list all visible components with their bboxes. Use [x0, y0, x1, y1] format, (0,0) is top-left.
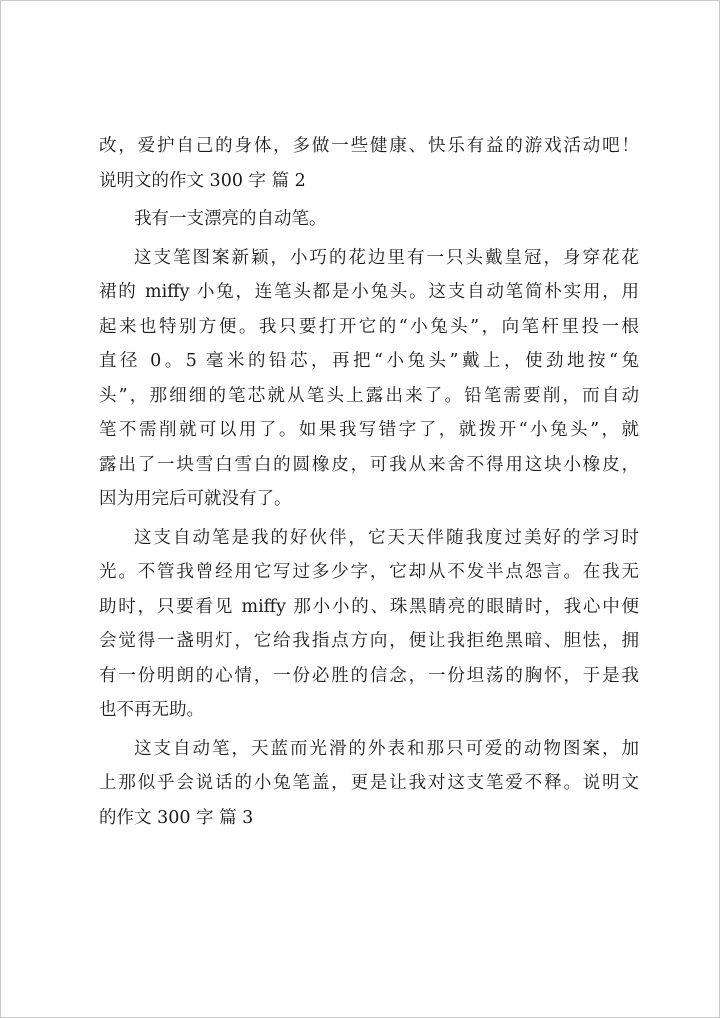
section-heading: 说明文的作文 300 字 篇 2 — [99, 170, 306, 191]
text-line: 光。不管我曾经用它写过多少字，它却从不发半点怨言。在我无 — [99, 562, 639, 582]
text-line: 改，爱护自己的身体，多做一些健康、快乐有益的游戏活动吧！ — [99, 136, 639, 156]
text-line: 这支笔图案新颖，小巧的花边里有一只头戴皇冠，身穿花花 — [134, 247, 639, 268]
document-body — [99, 129, 639, 835]
text-line: 这支自动笔是我的好伙伴，它天天伴随我度过美好的学习时 — [134, 527, 639, 548]
text-line: 有一份明朗的心情，一份必胜的信念，一份坦荡的胸怀，于是我 — [99, 665, 639, 686]
text-line: 直径 0。5 毫米的铅芯，再把“小兔头”戴上，使劲地按“兔 — [99, 351, 639, 371]
text-line: 助时，只要看见 miffy 那小小的、珠黑睛亮的眼睛时，我心中便 — [99, 596, 639, 617]
text-line: 裙的 miffy 小兔，连笔头都是小兔头。这支自动笔简朴实用，用 — [99, 282, 639, 302]
text-line: 头”，那细细的笔芯就从笔头上露出来了。铅笔需要削，而自动 — [99, 385, 639, 406]
text-line: 因为用完后可就没有了。 — [99, 489, 292, 509]
text-line: 我有一支漂亮的自动笔。 — [134, 209, 327, 229]
text-line: 上那似乎会说话的小兔笔盖，更是让我对这支笔爱不释。说明文 — [99, 773, 639, 793]
text-line: 起来也特别方便。我只要打开它的“小兔头”，向笔杆里投一根 — [99, 316, 639, 337]
text-line: 也不再无助。 — [99, 700, 204, 720]
text-line: 会觉得一盏明灯，它给我指点方向，便让我拒绝黑暗、胆怯，拥 — [99, 631, 639, 651]
text-line: 这支自动笔，天蓝而光滑的外表和那只可爱的动物图案，加 — [134, 738, 639, 759]
section-heading: 的作文 300 字 篇 3 — [99, 807, 254, 828]
text-line: 露出了一块雪白雪白的圆橡皮，可我从来舍不得用这块小橡皮， — [99, 454, 639, 475]
text-line: 笔不需削就可以用了。如果我写错字了，就拨开“小兔头”，就 — [99, 420, 639, 440]
